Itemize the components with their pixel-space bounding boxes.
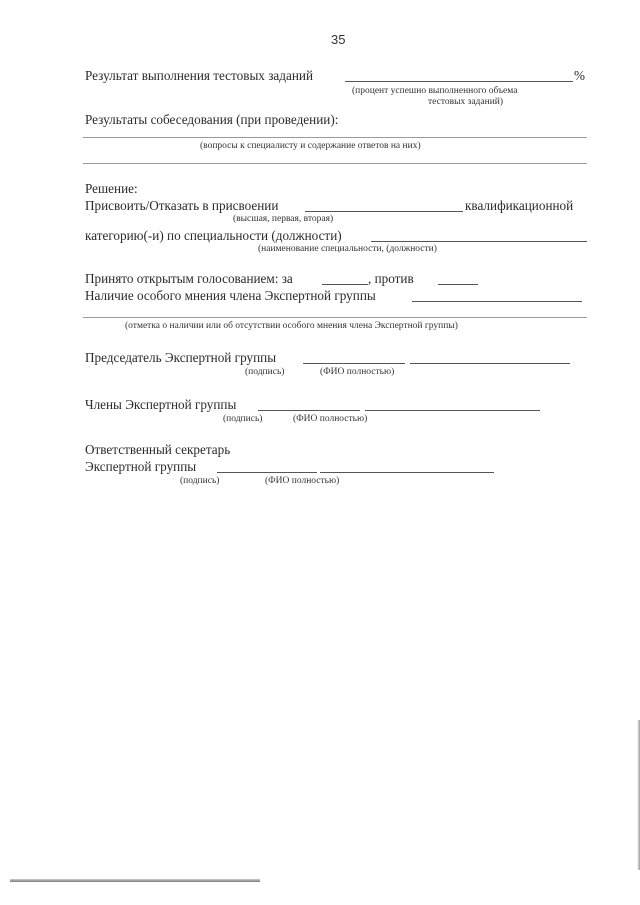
qualification-word: квалификационной — [465, 198, 574, 213]
scan-edge-bottom — [10, 879, 260, 882]
votes-against-line — [438, 284, 478, 285]
specialty-note: (наименование специальности, (должности) — [258, 244, 437, 254]
voting-text: Принято открытым голосованием: за — [85, 271, 293, 286]
specialty-line — [371, 241, 587, 242]
secretary-label-1: Ответственный секретарь — [85, 442, 231, 457]
dissent-note: (отметка о наличии или об отсутствии особого мнения члена Экспертной группы) — [125, 321, 458, 331]
chairman-signature-note: (подпись) — [245, 367, 285, 377]
chairman-name-note: (ФИО полностью) — [320, 367, 395, 377]
members-name-note: (ФИО полностью) — [293, 414, 368, 424]
secretary-name-note: (ФИО полностью) — [265, 476, 340, 486]
category-text: категорию(-и) по специальности (должности) — [85, 228, 342, 243]
test-results-line — [345, 81, 573, 82]
members-label: Члены Экспертной группы — [85, 397, 237, 412]
members-name-line — [365, 410, 540, 411]
chairman-signature-line — [303, 363, 405, 364]
test-results-label: Результат выполнения тестовых заданий — [85, 68, 313, 83]
secretary-name-line — [320, 472, 494, 473]
interview-line-1 — [83, 137, 587, 138]
votes-for-line — [322, 284, 368, 285]
against-text: , против — [368, 271, 414, 286]
members-signature-line — [258, 410, 360, 411]
chairman-name-line — [410, 363, 570, 364]
secretary-label-2: Экспертной группы — [85, 459, 197, 474]
dissent-line — [412, 301, 582, 302]
dissent-label: Наличие особого мнения члена Экспертной группы — [85, 288, 376, 303]
secretary-signature-line — [217, 472, 317, 473]
decision-heading: Решение: — [85, 181, 138, 196]
qualification-level-line — [305, 211, 463, 212]
level-note: (высшая, первая, вторая) — [233, 214, 334, 224]
test-results-note-2: тестовых заданий) — [428, 97, 504, 107]
interview-note: (вопросы к специалисту и содержание ответов на них) — [200, 141, 421, 151]
page-number: 35 — [331, 32, 346, 47]
secretary-signature-note: (подпись) — [180, 476, 220, 486]
assign-text: Присвоить/Отказать в присвоении — [85, 198, 279, 213]
test-results-note-1: (процент успешно выполненного объема — [352, 86, 518, 96]
interview-line-2 — [83, 163, 587, 164]
chairman-label: Председатель Экспертной группы — [85, 350, 277, 365]
percent-sign: % — [574, 68, 585, 83]
dissent-full-line — [83, 317, 587, 318]
interview-label: Результаты собеседования (при проведении): — [85, 112, 339, 127]
members-signature-note: (подпись) — [223, 414, 263, 424]
